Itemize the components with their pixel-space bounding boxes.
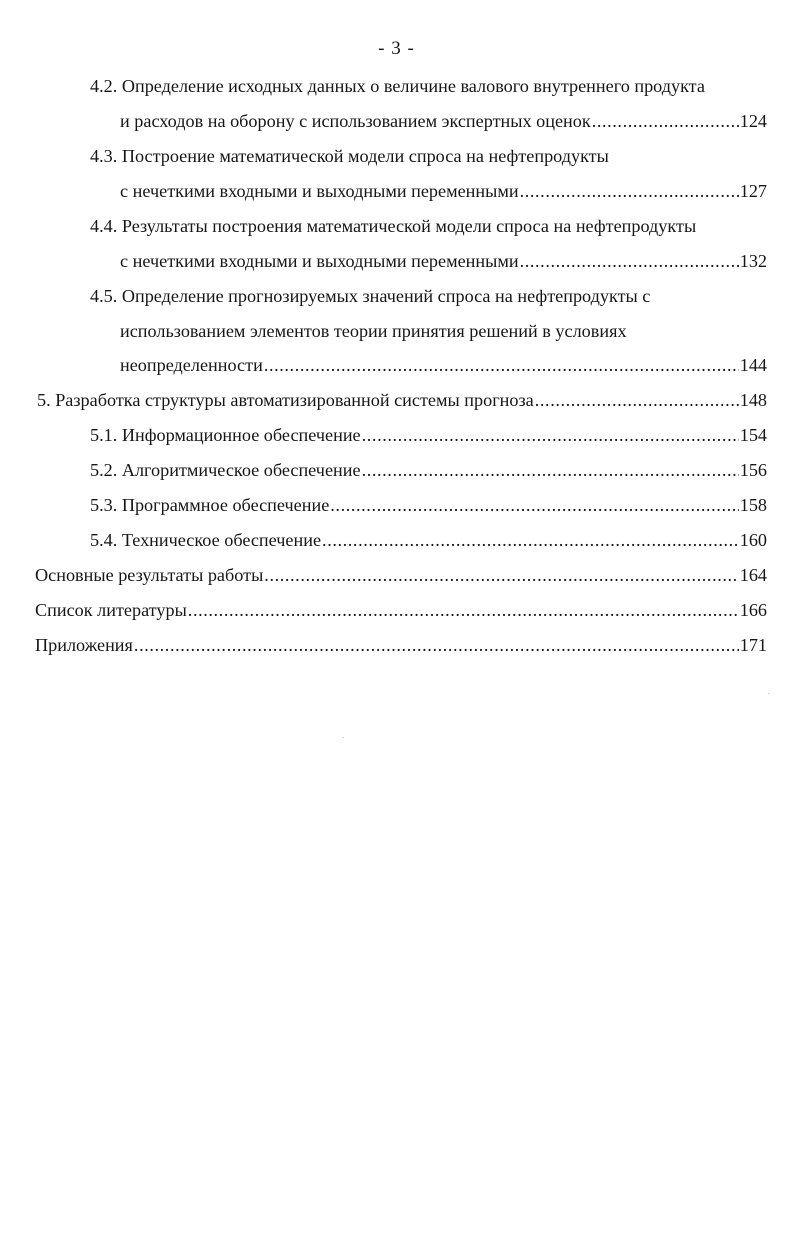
toc-page-number: 160	[739, 530, 767, 550]
toc-page-number: 166	[739, 600, 767, 620]
toc-page-number: 156	[739, 460, 767, 480]
scan-speck	[768, 693, 770, 694]
toc-page-number: 148	[739, 390, 767, 410]
dot-leader	[520, 249, 739, 273]
toc-entry-4-5-line-1	[90, 284, 768, 308]
scan-speck	[342, 737, 344, 738]
dot-leader	[535, 388, 739, 412]
toc-page-number: 164	[739, 565, 767, 585]
toc-entry-text: использованием элементов теории принятия решений в условиях	[120, 321, 627, 341]
toc-entry-text: 5.4. Техническое обеспечение	[90, 530, 322, 550]
dot-leader	[362, 458, 739, 482]
toc-entry-references	[35, 598, 767, 622]
dot-leader	[592, 109, 739, 133]
toc-entry-text: Список литературы	[35, 600, 187, 620]
toc-page-number: 158	[739, 495, 767, 515]
toc-entry-text: 5.3. Программное обеспечение	[90, 495, 330, 515]
toc-entry-text: Основные результаты работы	[35, 565, 264, 585]
dot-leader	[520, 179, 739, 203]
toc-entry-text: 5.2. Алгоритмическое обеспечение	[90, 460, 361, 480]
toc-entry-text: 5. Разработка структуры автоматизированной системы прогноза	[37, 390, 534, 410]
toc-entry-results	[35, 563, 767, 587]
toc-entry-text: 5.1. Информационное обеспечение	[90, 425, 361, 445]
toc-entry-5	[37, 388, 767, 412]
toc-entry-appendices	[35, 633, 767, 657]
toc-entry-5-1	[90, 423, 767, 447]
dot-leader	[330, 493, 738, 517]
toc-page-number: 124	[739, 111, 767, 131]
toc-entry-5-2	[90, 458, 767, 482]
toc-page-number: 171	[739, 635, 767, 655]
toc-entry-text: Приложения	[35, 635, 133, 655]
toc-entry-4-3-line-2	[120, 179, 767, 203]
toc-entry-text: неопределенности	[120, 355, 263, 375]
toc-entry-text: с нечеткими входными и выходными переменными	[120, 251, 519, 271]
dot-leader	[188, 598, 739, 622]
toc-entry-text: 4.5. Определение прогнозируемых значений спроса на нефтепродукты с	[90, 286, 651, 306]
toc-entry-4-4-line-2	[120, 249, 767, 273]
toc-entry-text: и расходов на оборону с использованием экспертных оценок	[120, 111, 591, 131]
toc-entry-4-2-line-2	[120, 109, 767, 133]
dot-leader	[362, 423, 739, 447]
toc-entry-4-4-line-1	[90, 214, 768, 238]
dot-leader	[322, 528, 739, 552]
toc-entry-5-3	[90, 493, 767, 517]
dot-leader	[264, 563, 738, 587]
toc-entry-4-2-line-1	[90, 74, 768, 98]
dot-leader	[134, 633, 739, 657]
toc-entry-4-5-line-2	[120, 319, 767, 343]
toc-page-number: 132	[739, 251, 767, 271]
toc-entry-text: с нечеткими входными и выходными переменными	[120, 181, 519, 201]
toc-entry-text: 4.3. Построение математической модели спроса на нефтепродукты	[90, 146, 609, 166]
toc-entry-text: 4.4. Результаты построения математической модели спроса на нефтепродукты	[90, 216, 697, 236]
toc-page-number: 154	[739, 425, 767, 445]
toc-entry-text: 4.2. Определение исходных данных о величине валового внутреннего продукта	[90, 76, 705, 96]
toc-entry-4-3-line-1	[90, 144, 768, 168]
toc-page-number: 127	[739, 181, 767, 201]
toc-page-number: 144	[739, 355, 767, 375]
dot-leader	[264, 353, 739, 377]
page-number: - 3 -	[378, 38, 415, 59]
toc-entry-4-5-line-3	[120, 353, 767, 377]
toc-entry-5-4	[90, 528, 767, 552]
